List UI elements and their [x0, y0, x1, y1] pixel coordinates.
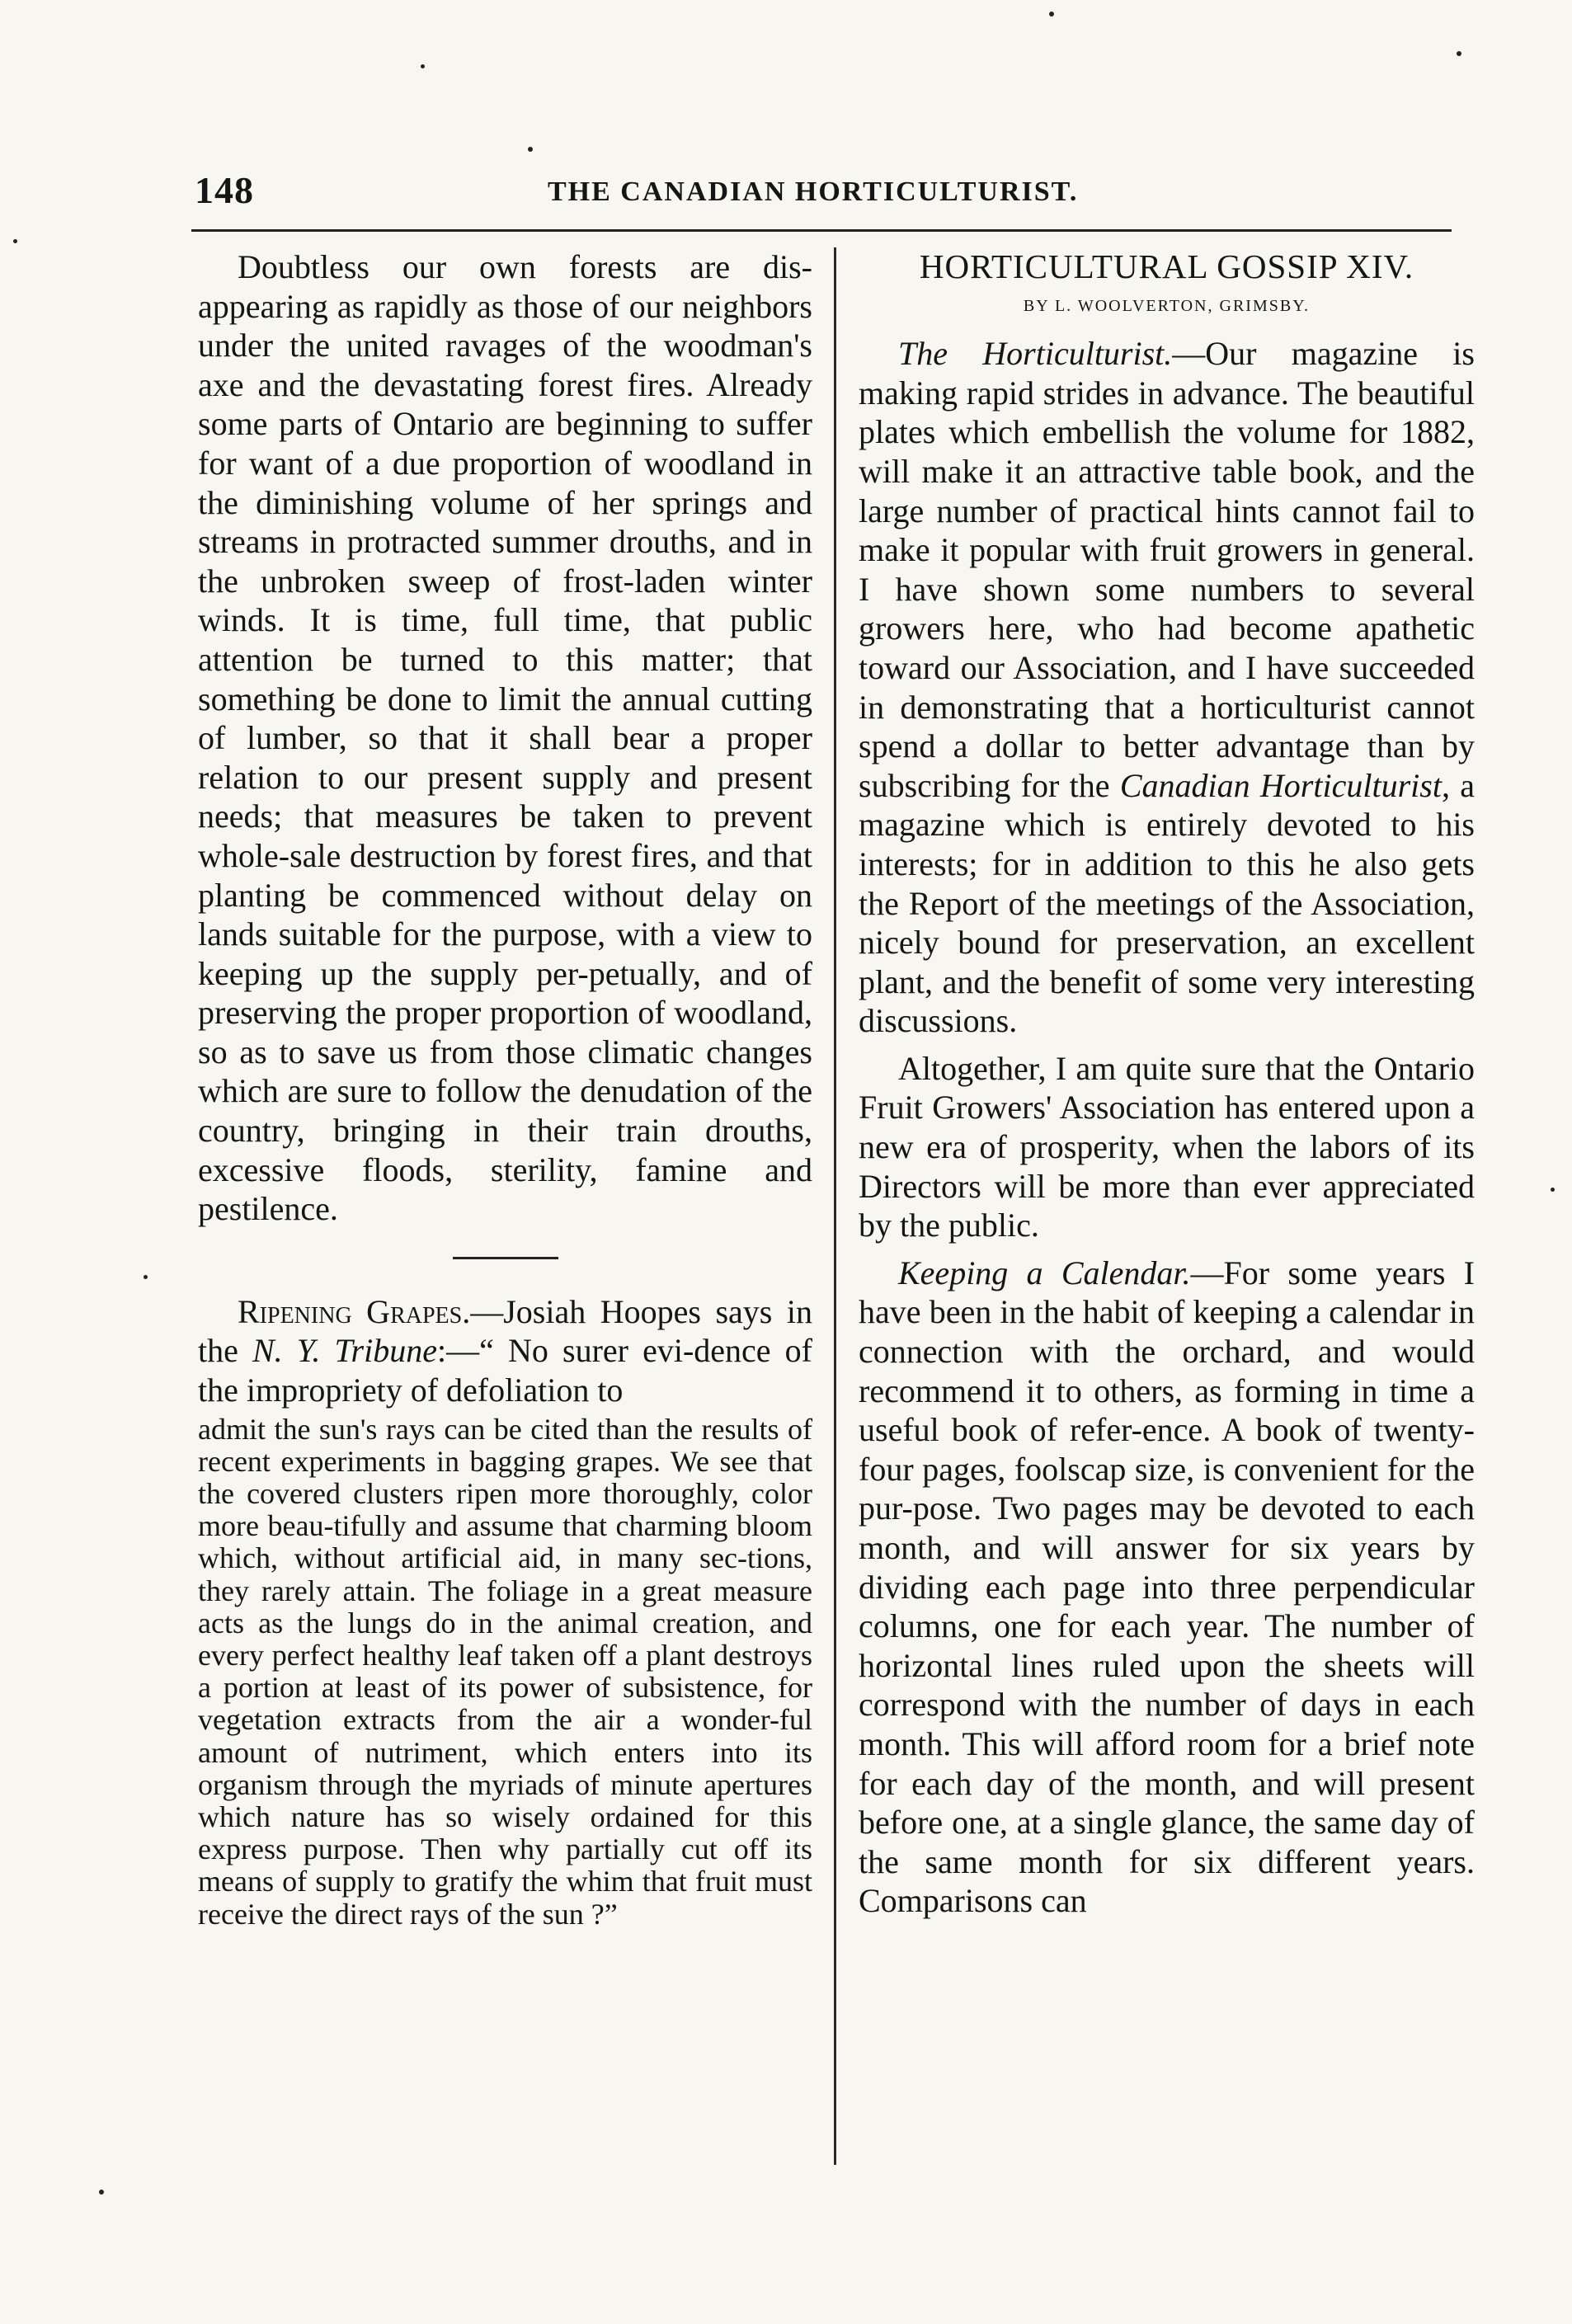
ripening-rest: :—“ No surer evi-dence of the impropriety of defoliation to [198, 1332, 813, 1409]
horticulturist-text-2: , a magazine which is entirely devoted to his interests; for in addition to this he also gets the Report of the meetings of the Association, nicely bound for preservation, an excellent plant, and the benefit of some very interesting discussions. [859, 766, 1475, 1040]
ripening-quote-paragraph: admit the sun's rays can be cited than the results of recent experiments in bagging grapes. We see that the covered clusters ripen more thoroughly, color more beau-tifully and assume that charming bloom which, without artificial aid, in many sec-tions, they rarely attain. The foliage in a great measure acts as the lungs do in the animal creation, and every perfect healthy leaf taken off a plant destroys a portion at least of its power of subsistence, for vegetation extracts from the air a wonder-ful amount of nutriment, which enters into its organism through the myriads of minute apertures which nature has so wisely ordained for this express purpose. Then why partially cut off its means of supply to gratify the whim that fruit must receive the direct rays of the sun ?” [198, 1412, 812, 1931]
calendar-lead: Keeping a Calendar. [898, 1254, 1191, 1291]
association-paragraph: Altogether, I am quite sure that the Ontario Fruit Growers' Association has entered upon a new era of prosperity, when the labors of its Directors will be more than ever appreciated by the public. [859, 1049, 1475, 1244]
tribune-title: N. Y. Tribune [252, 1332, 437, 1370]
article-title: HORTICULTURAL GOSSIP XIV. [919, 247, 1414, 285]
left-column [198, 247, 812, 1931]
scan-speck [1551, 1188, 1555, 1192]
horticulturist-text: —Our magazine is making rapid strides in advance. The beautiful plates which embellish the volume for 1882, will make it an attractive table book, and the large number of practical hints cannot fail to make it popular with fruit growers in general. I have shown some numbers to several growers here, who had become apathetic toward our Association, and I have succeeded in demonstrating that a horticulturist cannot spend a dollar to better advantage than by subscribing for the [859, 335, 1475, 804]
header-rule [191, 229, 1452, 232]
horticulturist-lead: The Horticulturist. [898, 335, 1173, 373]
ripening-grapes-lead: Ripening Grapes. [238, 1292, 471, 1330]
scan-speck [1457, 51, 1461, 56]
byline: BY L. WOOLVERTON, GRIMSBY. [1023, 296, 1311, 315]
horticulturist-paragraph [859, 334, 1475, 1041]
column-divider [834, 247, 836, 2165]
scan-speck [1049, 12, 1054, 16]
magazine-title: Canadian Horticulturist [1119, 766, 1442, 804]
scan-speck [528, 147, 533, 152]
scan-speck [13, 239, 17, 243]
calendar-text: —For some years I have been in the habit of keeping a calendar in connection with the orchard, and would recommend it to others, as forming in time a useful book of refer-ence. A book of twenty-four pages, foolscap size, is convenient for the pur-pose. Two pages may be devoted to each month, and will answer for six years by dividing each page into three perpendicular columns, one for each year. The number of horizontal lines ruled upon the sheets will correspond with the number of days in each month. This will afford room for a brief note for each day of the month, and will present before one, at a single glance, the same day of the same month for six different years. Comparisons can [859, 1254, 1475, 1920]
section-rule [453, 1257, 558, 1259]
ripening-intro: —Josiah Hoopes says in the [198, 1292, 812, 1370]
scan-speck [144, 1275, 148, 1279]
right-column [859, 247, 1475, 1921]
ripening-grapes-paragraph [198, 1292, 812, 1410]
page-number: 148 [195, 169, 254, 211]
scan-speck [99, 2190, 104, 2195]
running-title: THE CANADIAN HORTICULTURIST. [548, 176, 1079, 207]
forests-paragraph: Doubtless our own forests are dis-appearing as rapidly as those of our neighbors under the united ravages of the woodman's axe and the devastating forest fires. Already some parts of Ontario are beginning to suffer for want of a due proportion of woodland in the diminishing volume of her springs and streams in protracted summer drouths, and in the unbroken sweep of frost-laden winter winds. It is time, full time, that public attention be turned to this matter; that something be done to limit the annual cutting of lumber, so that it shall bear a proper relation to our present supply and present needs; that measures be taken to prevent whole-sale destruction by forest fires, and that planting be commenced without delay on lands suitable for the purpose, with a view to keeping up the supply per-petually, and of preserving the proper proportion of woodland, so as to save us from those climatic changes which are sure to follow the denudation of the country, bringing in their train drouths, excessive floods, sterility, famine and pestilence. [198, 248, 812, 1228]
page-header [195, 168, 1448, 218]
calendar-paragraph [859, 1254, 1475, 1921]
scan-speck [421, 64, 425, 68]
